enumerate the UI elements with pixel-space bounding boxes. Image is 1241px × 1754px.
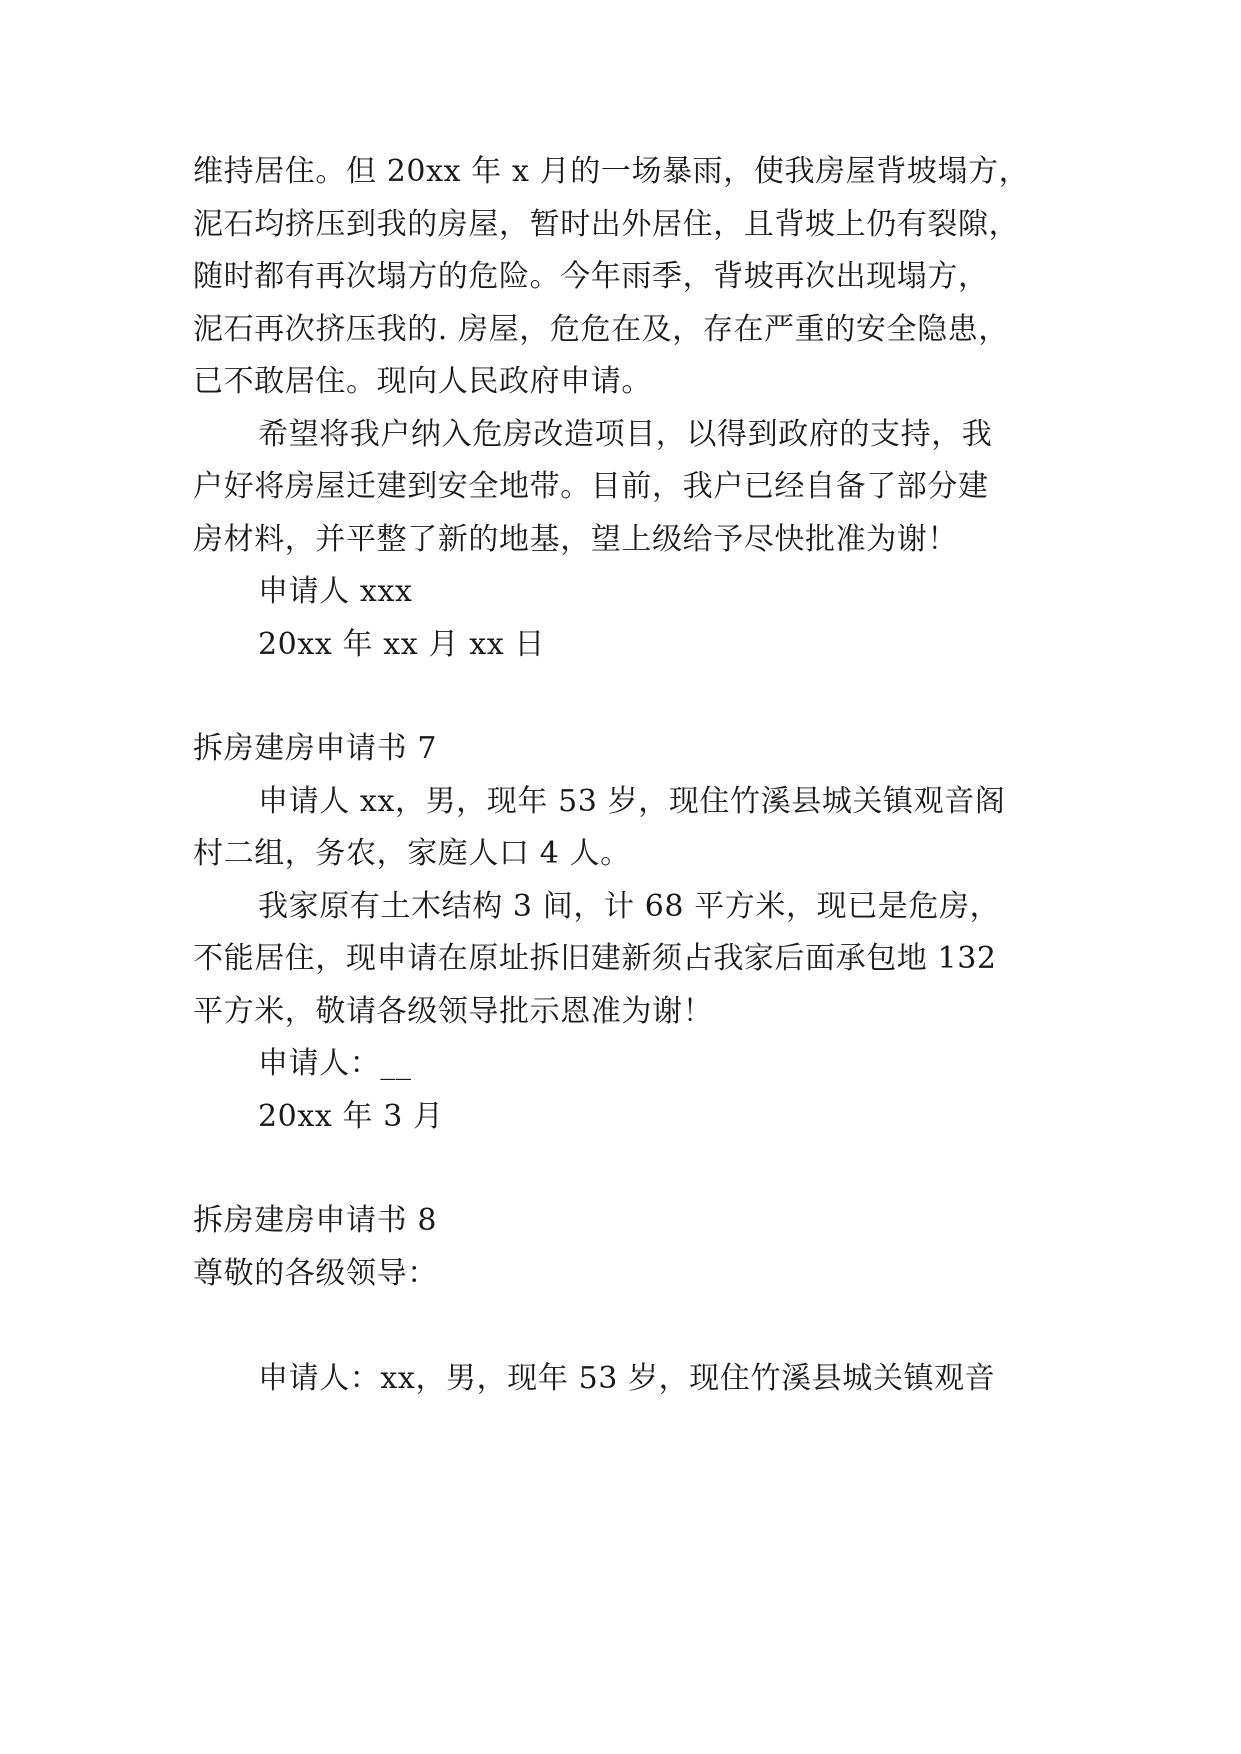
paragraph-first-line: 申请人：xx，男，现年 53 岁，现住竹溪县城关镇观音 [258,1361,996,1396]
applicant-signature: 申请人 xxx [258,574,413,609]
body-line: 村二组，务农，家庭人口 4 人。 [193,836,631,871]
paragraph-first-line: 希望将我户纳入危房改造项目，以得到政府的支持，我 [258,417,993,452]
body-line: 泥石再次挤压我的. 房屋，危危在及，存在严重的安全隐患， [193,312,1009,347]
body-line: 已不敢居住。现向人民政府申请。 [193,364,652,399]
body-line: 房材料，并平整了新的地基，望上级给予尽快批准为谢！ [193,522,958,557]
salutation: 尊敬的各级领导： [193,1256,438,1291]
body-line: 泥石均挤压到我的房屋，暂时出外居住，且背坡上仍有裂隙， [193,207,1020,242]
body-line: 不能居住，现申请在原址拆旧建新须占我家后面承包地 132 [193,941,997,976]
paragraph-first-line: 申请人 xx，男，现年 53 岁，现住竹溪县城关镇观音阁 [258,784,1006,819]
body-line: 户好将房屋迁建到安全地带。目前，我户已经自备了部分建 [193,469,989,504]
signature-date: 20xx 年 3 月 [258,1099,444,1134]
section-heading: 拆房建房申请书 8 [193,1203,438,1238]
applicant-signature: 申请人：__ [258,1046,412,1081]
section-heading: 拆房建房申请书 7 [193,731,438,766]
signature-date: 20xx 年 xx 月 xx 日 [258,627,545,662]
body-line: 随时都有再次塌方的危险。今年雨季，背坡再次出现塌方， [193,259,989,294]
paragraph-first-line: 我家原有土木结构 3 间，计 68 平方米，现已是危房， [258,889,1001,924]
body-line: 维持居住。但 20xx 年 x 月的一场暴雨，使我房屋背坡塌方， [193,154,1030,189]
body-line: 平方米，敬请各级领导批示恩准为谢！ [193,994,714,1029]
